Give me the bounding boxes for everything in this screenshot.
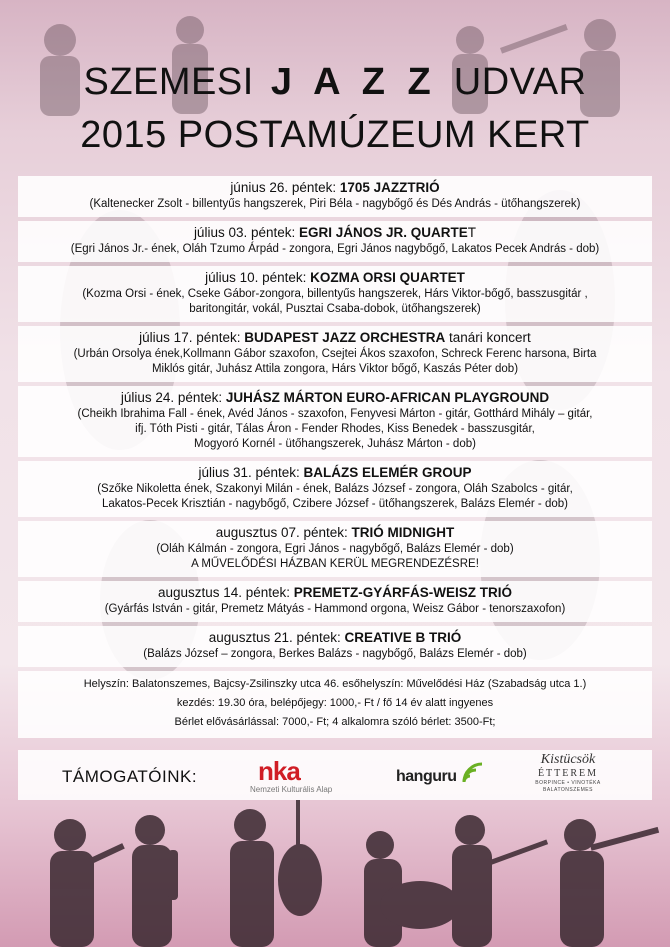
title-pre: SZEMESI [83,61,265,103]
nka-caption: Nemzeti Kulturális Alap [250,785,333,794]
venue-start-price: kezdés: 19.30 óra, belépőjegy: 1000,- Ft / fő 14 év alatt ingyenes [176,697,494,709]
event-august-21 [18,626,652,667]
event-date: augusztus 14. péntek: [157,585,294,600]
event-heading [28,389,642,407]
event-lineup: Mogyoró Kornél - ütőhangszerek, Juhász Márton - dob) [194,438,476,450]
event-lineup: (Egri János Jr.- ének, Oláh Tzumo Árpád - zongora, Egri János nagybőgő, Lakatos Pecek András - dob) [70,243,600,255]
event-band: 1705 JAZZTRIÓ [339,180,440,195]
event-lineup: (Oláh Kálmán - zongora, Egri János - nagybőgő, Balázs Elemér - dob) [156,543,514,555]
venue-location: Helyszín: Balatonszemes, Bajcsy-Zsilinszky utca 46. esőhelyszín: Művelődési Ház (Szabadság utca 1.) [83,678,587,690]
kistucsok-tagline: BORPINCE • VINOTÉKA [535,780,601,786]
event-july-31 [18,461,652,517]
title-post: UDVAR [442,61,587,103]
event-date: július 17. péntek: [139,330,245,345]
event-lineup: ifj. Tóth Pisti - gitár, Tálas Áron - Fender Rhodes, Kiss Benedek - basszusgitár, [135,423,535,435]
page-title-line-1 [0,62,670,102]
event-lineup: (Cheikh Ibrahima Fall - ének, Avéd János - szaxofon, Fenyvesi Márton - gitár, Gotthárd Mihály – gitár, [77,408,593,420]
event-band: TRIÓ MIDNIGHT [351,525,455,540]
event-heading [28,629,642,647]
event-lineup: (Kozma Orsi - ének, Cseke Gábor-zongora, billentyűs hangszerek, Hárs Viktor-bőgő, basszusgitár , [82,288,588,300]
event-date: június 26. péntek: [230,180,340,195]
event-lineup: (Balázs József – zongora, Berkes Balázs - nagybőgő, Balázs Elemér - dob) [143,648,527,660]
event-lineup: (Szőke Nikoletta ének, Szakonyi Milán - ének, Balázs József - zongora, Oláh Szabolcs - gitár, [97,483,573,495]
event-band: KOZMA ORSI QUARTET [310,270,465,285]
event-band: JUHÁSZ MÁRTON EURO-AFRICAN PLAYGROUND [225,390,550,405]
event-date: július 03. péntek: [193,225,300,240]
event-heading [28,269,642,287]
kistucsok-logo [518,752,618,798]
signal-waves-icon [462,760,484,784]
hanguru-wordmark: hanguru [396,768,457,785]
event-august-07 [18,521,652,577]
venue-info [18,671,652,738]
page-title-line-2: 2015 POSTAMÚZEUM KERT [80,114,590,156]
event-heading [28,224,642,242]
sponsors-label: TÁMOGATÓINK: [62,767,198,786]
event-june-26 [18,176,652,217]
event-july-03 [18,221,652,262]
event-heading [28,464,642,482]
season-pass: Bérlet elővásárlással: 7000,- Ft; 4 alkalomra szóló bérlet: 3500-Ft; [174,716,496,728]
event-date: augusztus 21. péntek: [208,630,345,645]
kistucsok-location: BALATONSZEMES [543,787,593,793]
event-suffix: tanári koncert [445,330,531,345]
event-band: BALÁZS ELEMÉR GROUP [303,465,472,480]
event-date: július 24. péntek: [120,390,226,405]
event-band: BUDAPEST JAZZ ORCHESTRA [244,330,446,345]
event-lineup: baritongitár, vokál, Pusztai Csaba-dobok, ütőhangszerek) [189,303,481,315]
event-band: PREMETZ-GYÁRFÁS-WEISZ TRIÓ [293,585,513,600]
sponsors-bar [18,750,652,800]
event-heading [28,584,642,602]
kistucsok-name: Kistücsök [540,752,596,767]
event-july-17 [18,326,652,382]
event-lineup: (Kaltenecker Zsolt - billentyűs hangszerek, Piri Béla - nagybőgő és Dés András - ütőhangszerek) [89,198,581,210]
event-band: EGRI JÁNOS JR. QUARTE [299,225,468,240]
event-heading [28,329,642,347]
event-heading [28,524,642,542]
event-lineup: (Gyárfás István - gitár, Premetz Mátyás - Hammond orgona, Weisz Gábor - tenorszaxofon) [104,603,566,615]
event-band: CREATIVE B TRIÓ [344,630,462,645]
hanguru-logo [396,760,486,794]
event-suffix: T [467,225,477,240]
event-lineup: (Urbán Orsolya ének,Kollmann Gábor szaxofon, Csejtei Ákos szaxofon, Schreck Ferenc harsona, Birta [73,348,597,360]
nka-mark: nka [258,756,300,786]
event-date: július 31. péntek: [198,465,304,480]
event-july-24 [18,386,652,457]
event-august-14 [18,581,652,622]
title-jazz: J A Z Z [270,61,437,103]
event-heading [28,179,642,197]
event-date: július 10. péntek: [205,270,311,285]
concert-program [18,176,652,738]
event-lineup: Lakatos-Pecek Krisztián - nagybőgő, Czibere József - ütőhangszerek, Balázs Elemér - dob) [102,498,568,510]
event-july-10 [18,266,652,322]
event-lineup: Miklós gitár, Juhász Attila zongora, Hárs Viktor bőgő, Kaszás Péter dob) [151,363,519,375]
event-date: augusztus 07. péntek: [215,525,352,540]
event-venue-note: A MŰVELŐDÉSI HÁZBAN KERÜL MEGRENDEZÉSRE! [191,558,479,570]
kistucsok-sub: ÉTTEREM [537,768,599,779]
nka-logo [244,756,364,796]
